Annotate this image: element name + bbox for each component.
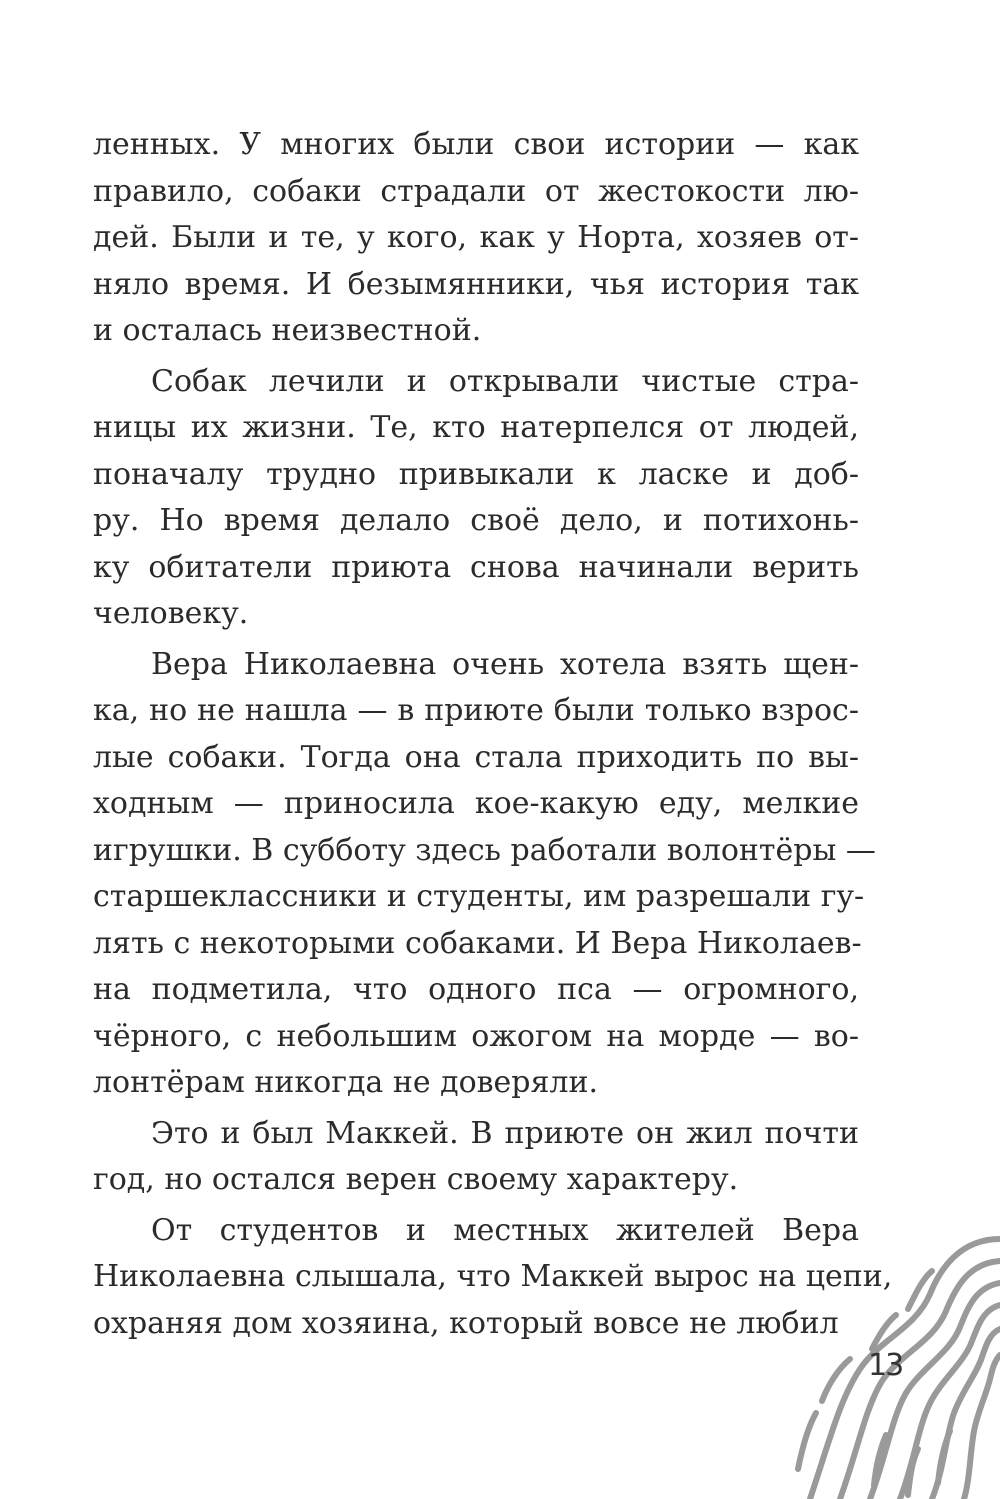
- text-line: ку обитатели приюта снова начинали верить: [93, 549, 859, 585]
- paragraph: [93, 122, 859, 355]
- text-line: и осталась неизвестной.: [93, 313, 482, 348]
- text-line: Николаевна слышала, что Маккей вырос на цепи,: [93, 1259, 893, 1294]
- page-body-text: [93, 122, 893, 1347]
- text-line: лые собаки. Тогда она стала приходить по вы-: [93, 739, 859, 775]
- text-line: ру. Но время делало своё дело, и потихонь-: [93, 503, 859, 538]
- text-line: ницы их жизни. Те, кто натерпелся от людей,: [93, 410, 859, 445]
- text-line: лять с некоторыми собаками. И Вера Николаев-: [93, 925, 862, 961]
- text-line: ходным — приносила кое-какую еду, мелкие: [93, 786, 859, 821]
- text-line: игрушки. В субботу здесь работали волонтёры —: [93, 832, 876, 868]
- text-line: правило, собаки страдали от жестокости лю-: [93, 173, 859, 209]
- text-line: старшеклассники и студенты, им разрешали гу-: [93, 879, 865, 914]
- decorative-wave-ornament-icon: [700, 1199, 1000, 1499]
- text-line: дей. Были и те, у кого, как у Норта, хозяев от-: [93, 220, 859, 255]
- paragraph: [93, 642, 876, 1107]
- text-line: ка, но не нашла — в приюте были только взрос-: [93, 693, 859, 728]
- text-line: чёрного, с небольшим ожогом на морде — во-: [93, 1018, 859, 1054]
- text-line: поначалу трудно привыкали к ласке и доб-: [93, 456, 859, 492]
- text-line: охраняя дом хозяина, который вовсе не любил: [93, 1305, 839, 1341]
- text-line: Это и был Маккей. В приюте он жил почти: [151, 1115, 859, 1151]
- text-line: няло время. И безымянники, чья история так: [93, 266, 859, 302]
- text-line: лонтёрам никогда не доверяли.: [93, 1065, 599, 1100]
- text-line: год, но остался верен своему характеру.: [93, 1162, 739, 1197]
- text-line: Собак лечили и открывали чистые стра-: [151, 363, 859, 399]
- text-line: Вера Николаевна очень хотела взять щен-: [151, 646, 859, 682]
- page-number: 13: [868, 1348, 903, 1383]
- text-line: человеку.: [93, 596, 249, 631]
- paragraph: [93, 359, 859, 638]
- paragraph: [93, 1111, 859, 1204]
- text-line: на подметила, что одного пса — огромного,: [93, 972, 859, 1007]
- text-line: ленных. У многих были свои истории — как: [93, 127, 859, 162]
- text-line: От студентов и местных жителей Вера: [151, 1212, 859, 1248]
